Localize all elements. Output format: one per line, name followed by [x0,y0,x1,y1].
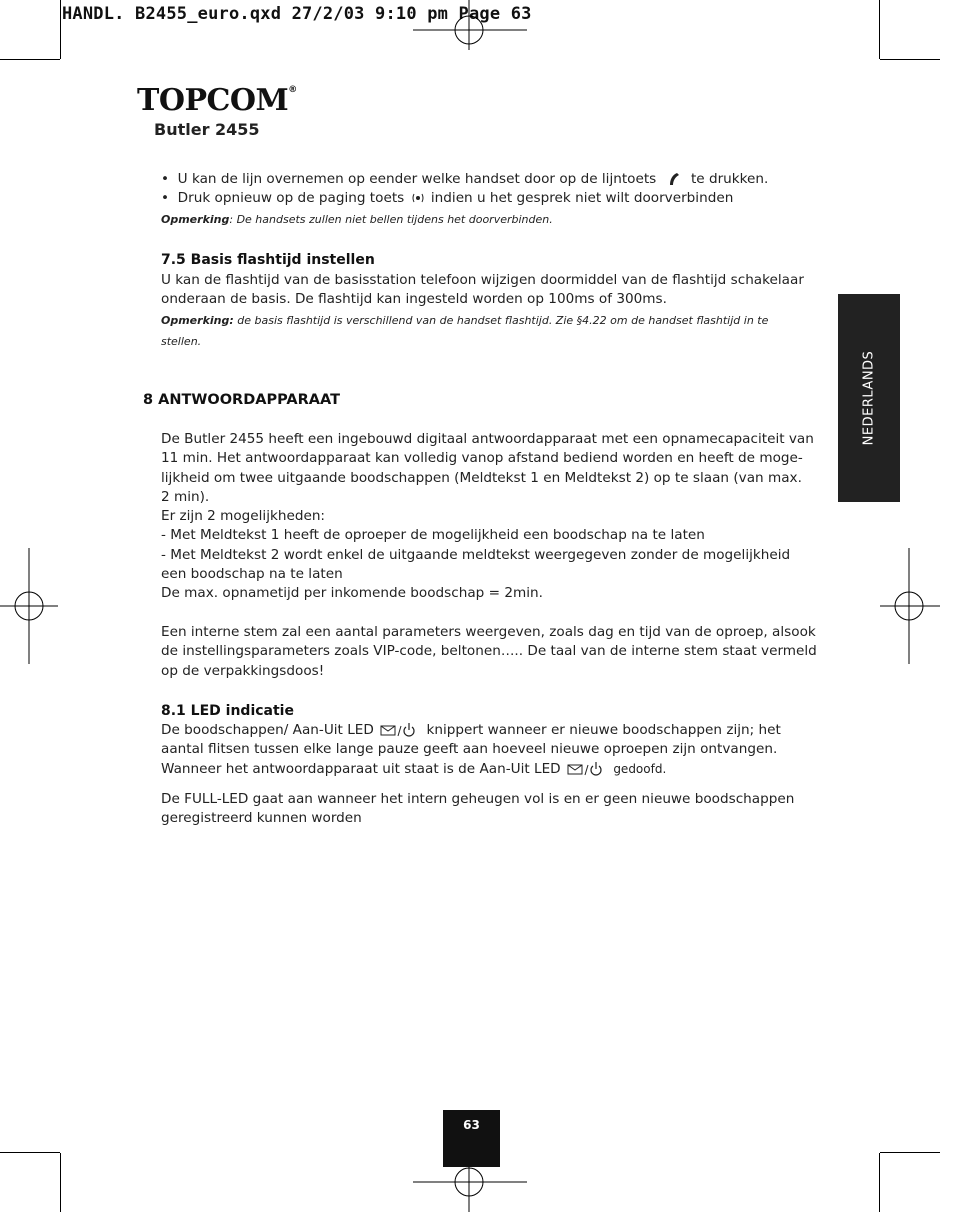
phone-handset-icon [661,170,687,188]
section-8-voice-text: Een interne stem zal een aantal parameters weergeven, zoals dag en tijd van de oproep, alsook de instellingsparameters zoals VIP-code, beltonen….. De taal van de interne stem staat vermeld op de verpakkingsdoos! [161,624,817,679]
logo-text: TOPCOM [137,83,289,118]
envelope-power-icon [565,760,609,778]
section-8-1-text: De boodschappen/ Aan-Uit LED knippert wanneer er nieuwe boodschappen zijn; het aantal flitsen tussen elke lange pauze geeft aan hoeveel nieuwe oproepen zijn ontvangen. Wanneer het antwoordapparaat uit staat is de Aan-Uit LED gedoofd. [161,722,781,777]
print-slug: HANDL. B2455_euro.qxd 27/2/03 9:10 pm Page 63 [62,4,532,24]
heading-7-5: 7.5 Basis flashtijd instellen [161,252,375,268]
model-name: Butler 2455 [154,120,260,139]
paging-icon [409,190,427,206]
language-tab-label: NEDERLANDS [861,350,877,446]
heading-8-1: 8.1 LED indicatie [161,703,294,719]
page-number: 63 [463,1118,480,1132]
page-number-box [443,1110,500,1167]
topcom-logo [137,83,297,118]
note-doorverbinden: Opmerking: De handsets zullen niet bellen tijdens het doorverbinden. [161,213,553,226]
registered-mark: ® [288,85,297,95]
bullet-list [161,170,768,209]
envelope-power-icon [378,721,422,739]
section-7-5-text: U kan de flashtijd van de basisstation telefoon wijzigen doormiddel van de flashtijd schakelaar onderaan de basis. De flashtijd kan ingesteld worden op 100ms of 300ms. [161,272,804,308]
heading-8: 8 ANTWOORDAPPARAAT [143,392,340,408]
section-8-text: De Butler 2455 heeft een ingebouwd digitaal antwoordapparaat met een opnamecapaciteit van 11 min. Het antwoordapparaat kan volledig vanop afstand bediend worden en heeft de moge- lijkheid om twee uitgaande boodschappen (Meldtekst 1 en Meldtekst 2) op te slaan (van max. 2 min). Er zijn 2 mogelijkheden: - Met Meldtekst 1 heeft de oproeper de mogelijkheid een boodschap na te laten - Met Meldtekst 2 wordt enkel de uitgaande meldtekst weergegeven zonder de mogelijkheid een boodschap na te laten De max. opnametijd per inkomende boodschap = 2min. [161,431,814,602]
list-item: • Druk opnieuw op de paging toets indien u het gesprek niet wilt doorverbinden [161,190,734,207]
note-flashtijd: Opmerking: de basis flashtijd is verschillend van de handset flashtijd. Zie §4.22 om de handset flashtijd in te stellen. [161,314,769,348]
full-led-text: De FULL-LED gaat aan wanneer het intern geheugen vol is en er geen nieuwe boodschappen geregistreerd kunnen worden [161,791,795,827]
language-tab [838,294,900,502]
list-item: • U kan de lijn overnemen op eender welke handset door op de lijntoets te drukken. [161,171,769,187]
